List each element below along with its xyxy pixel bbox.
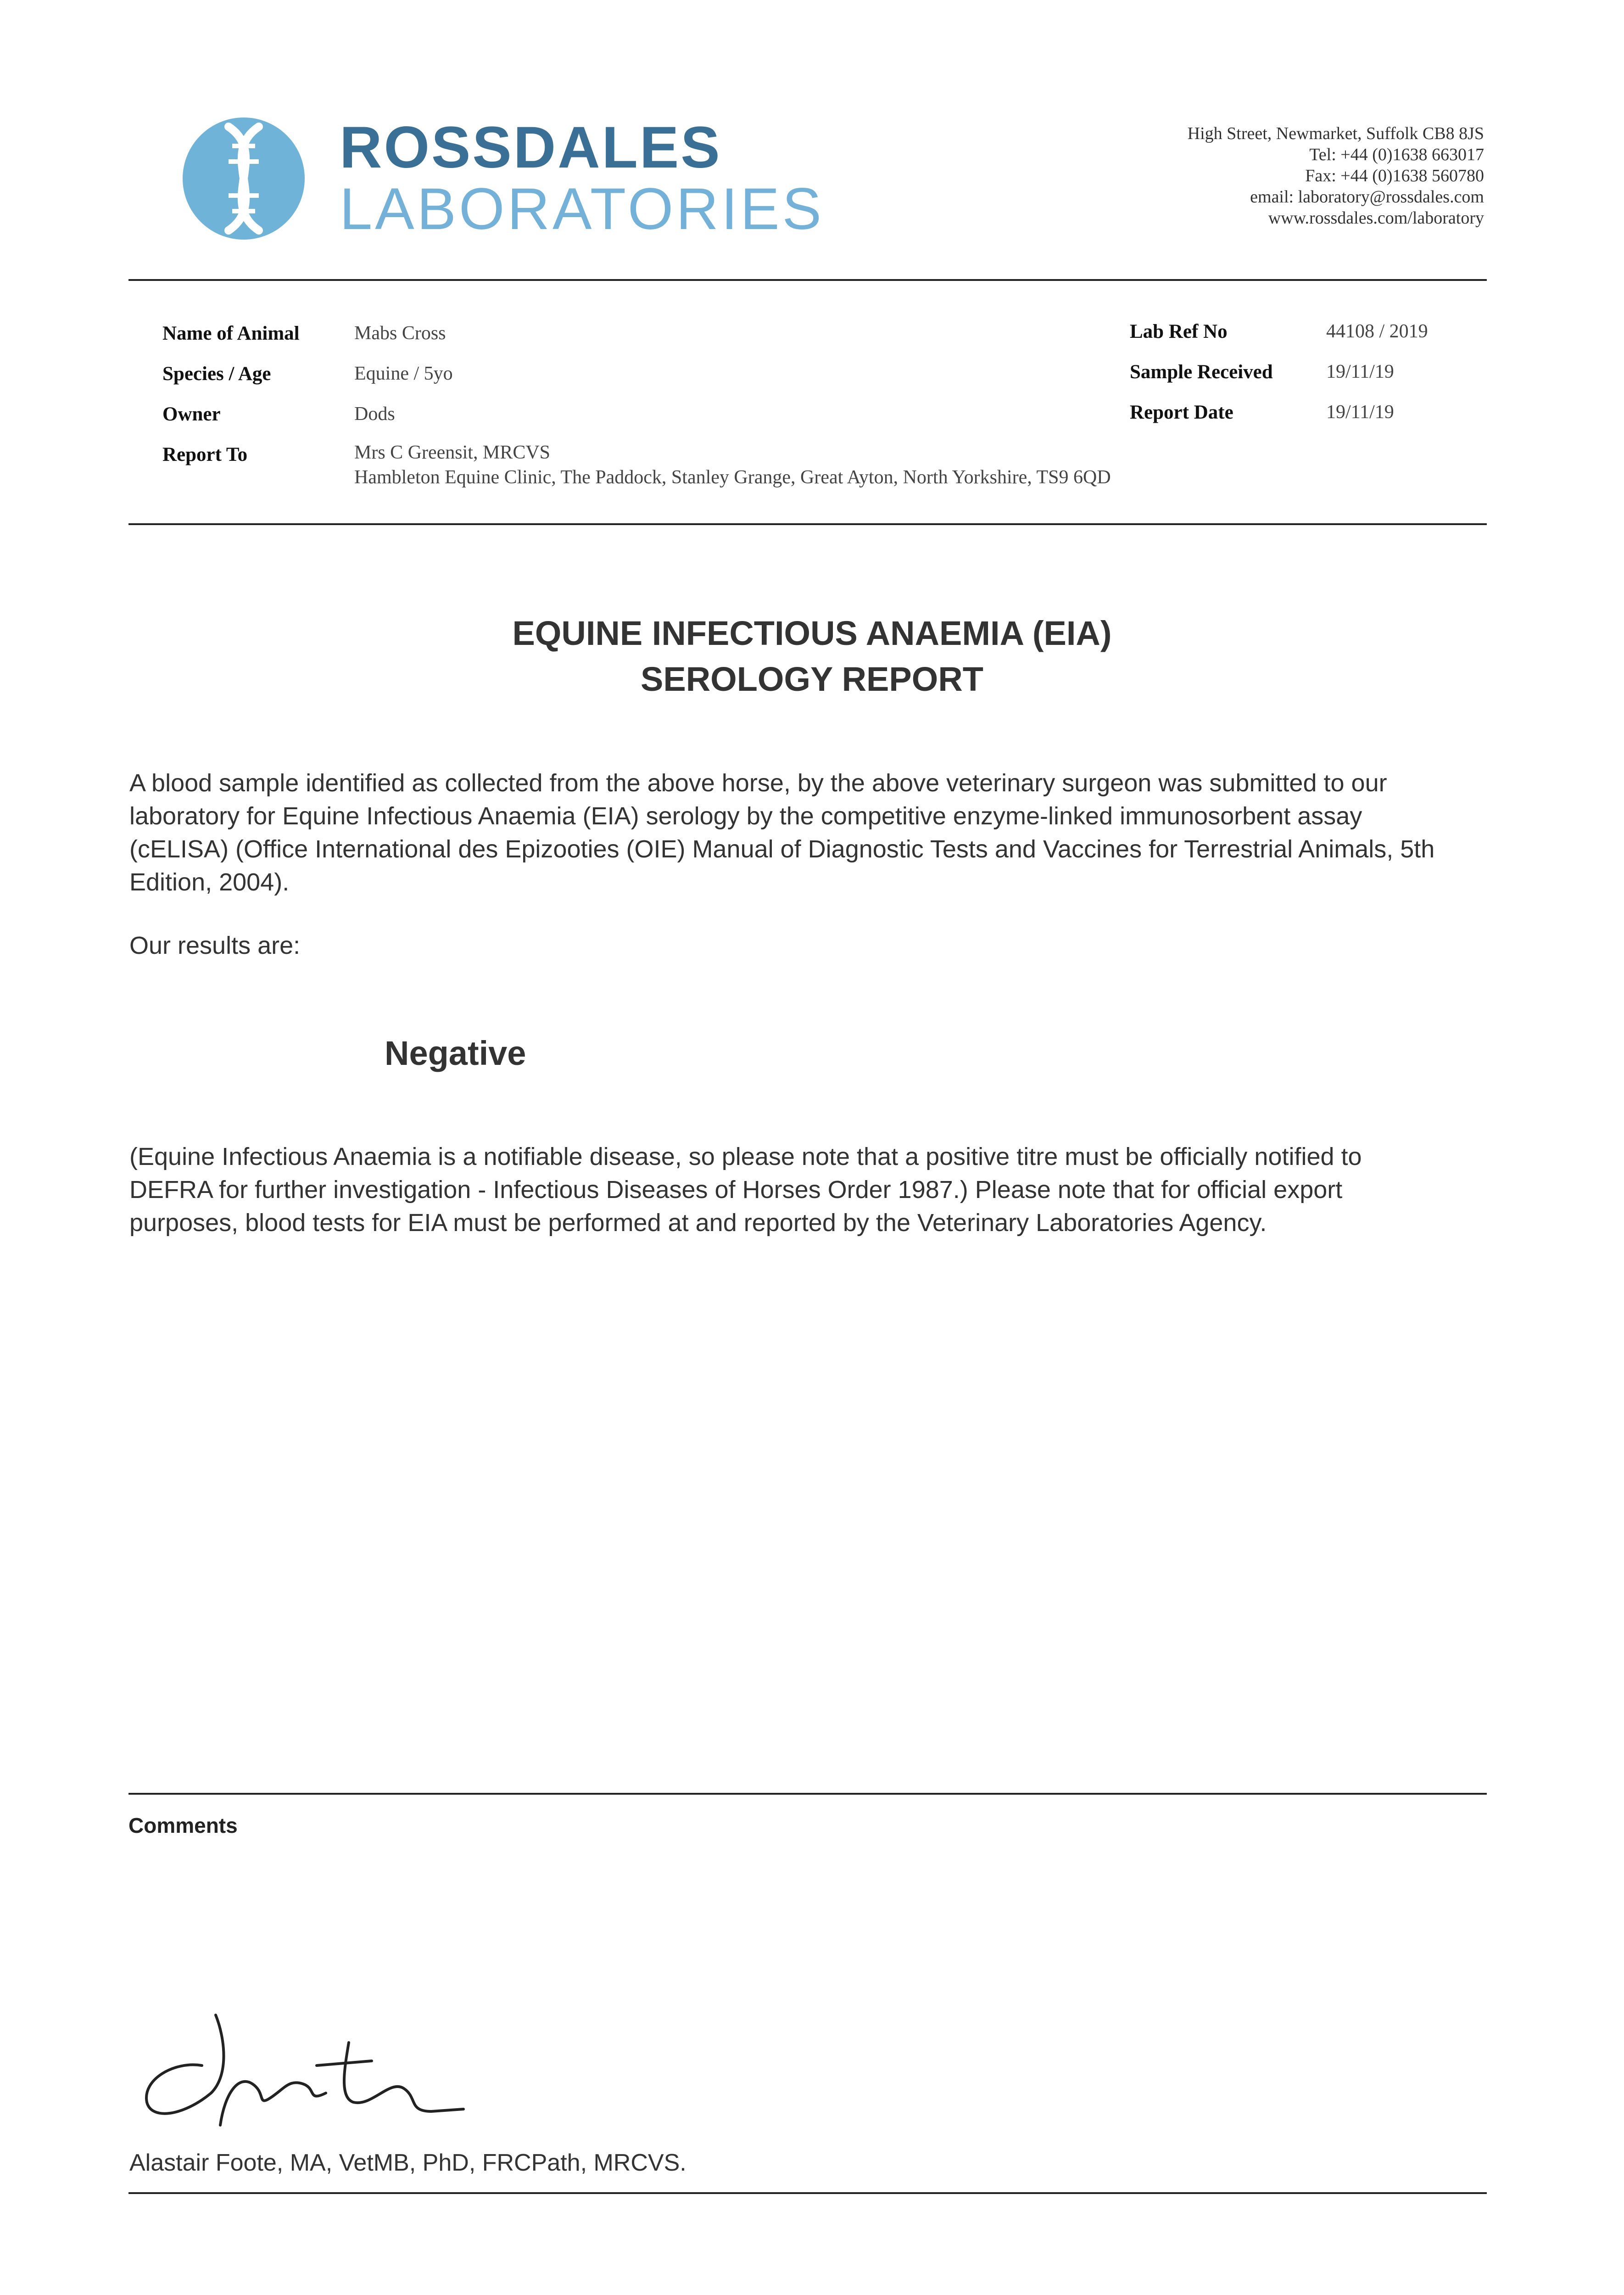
lab-ref-label: Lab Ref No <box>1130 321 1228 342</box>
notice-paragraph <box>129 1140 1488 1239</box>
brand-subname: LABORATORIES <box>340 176 824 242</box>
header-divider <box>128 279 1487 281</box>
species-age-label: Species / Age <box>162 363 271 385</box>
sample-received-label: Sample Received <box>1130 361 1273 383</box>
info-divider <box>128 523 1487 525</box>
signature-image <box>133 2010 482 2130</box>
name-of-animal-value: Mabs Cross <box>354 323 446 344</box>
dna-helix-icon <box>183 118 305 240</box>
comments-label: Comments <box>128 1814 238 1837</box>
footer-divider <box>128 2192 1487 2194</box>
lab-ref-value: 44108 / 2019 <box>1326 321 1428 342</box>
report-date-label: Report Date <box>1130 402 1233 423</box>
lab-address <box>1188 123 1484 229</box>
brand-logo <box>340 115 824 242</box>
logo-circle <box>183 118 305 240</box>
sample-received-value: 19/11/19 <box>1326 361 1394 382</box>
intro-paragraph <box>129 767 1488 899</box>
species-age-value: Equine / 5yo <box>354 363 453 384</box>
report-to-label: Report To <box>162 444 248 465</box>
signer-name: Alastair Foote, MA, VetMB, PhD, FRCPath, MRCVS. <box>129 2149 686 2176</box>
test-result: Negative <box>385 1034 526 1072</box>
owner-label: Owner <box>162 403 221 425</box>
website-line: www.rossdales.com/laboratory <box>1268 208 1484 228</box>
report-to-address: Hambleton Equine Clinic, The Paddock, Stanley Grange, Great Ayton, North Yorkshire, TS9 6QD <box>354 467 1111 488</box>
owner-value: Dods <box>354 403 395 425</box>
phone-line: Tel: +44 (0)1638 663017 <box>1309 145 1484 164</box>
notice-line: purposes, blood tests for EIA must be performed at and reported by the Veterinary Laboratories Agency. <box>129 1209 1267 1237</box>
email-line: email: laboratory@rossdales.com <box>1250 187 1484 207</box>
report-to-name: Mrs C Greensit, MRCVS <box>354 442 551 463</box>
notice-line: (Equine Infectious Anaemia is a notifiable disease, so please note that a positive titre must be officially notified to <box>129 1143 1362 1170</box>
address-line: High Street, Newmarket, Suffolk CB8 8JS <box>1187 124 1484 143</box>
report-title: EQUINE INFECTIOUS ANAEMIA (EIA) <box>512 614 1112 652</box>
intro-line: (cELISA) (Office International des Epizooties (OIE) Manual of Diagnostic Tests and Vaccines for Terrestrial Animals, 5th <box>129 835 1435 863</box>
intro-line: Edition, 2004). <box>129 868 290 896</box>
brand-name: ROSSDALES <box>340 115 722 180</box>
notice-line: DEFRA for further investigation - Infectious Diseases of Horses Order 1987.) Please note that for official export <box>129 1176 1343 1203</box>
comments-divider <box>128 1793 1487 1795</box>
name-of-animal-label: Name of Animal <box>162 323 300 344</box>
report-date-value: 19/11/19 <box>1326 402 1394 423</box>
fax-line: Fax: +44 (0)1638 560780 <box>1305 166 1484 185</box>
results-intro: Our results are: <box>129 932 301 959</box>
intro-line: laboratory for Equine Infectious Anaemia (EIA) serology by the competitive enzyme-linked immunosorbent assay <box>129 802 1362 830</box>
report-subtitle: SEROLOGY REPORT <box>641 660 983 698</box>
intro-line: A blood sample identified as collected from the above horse, by the above veterinary surgeon was submitted to our <box>129 769 1387 797</box>
